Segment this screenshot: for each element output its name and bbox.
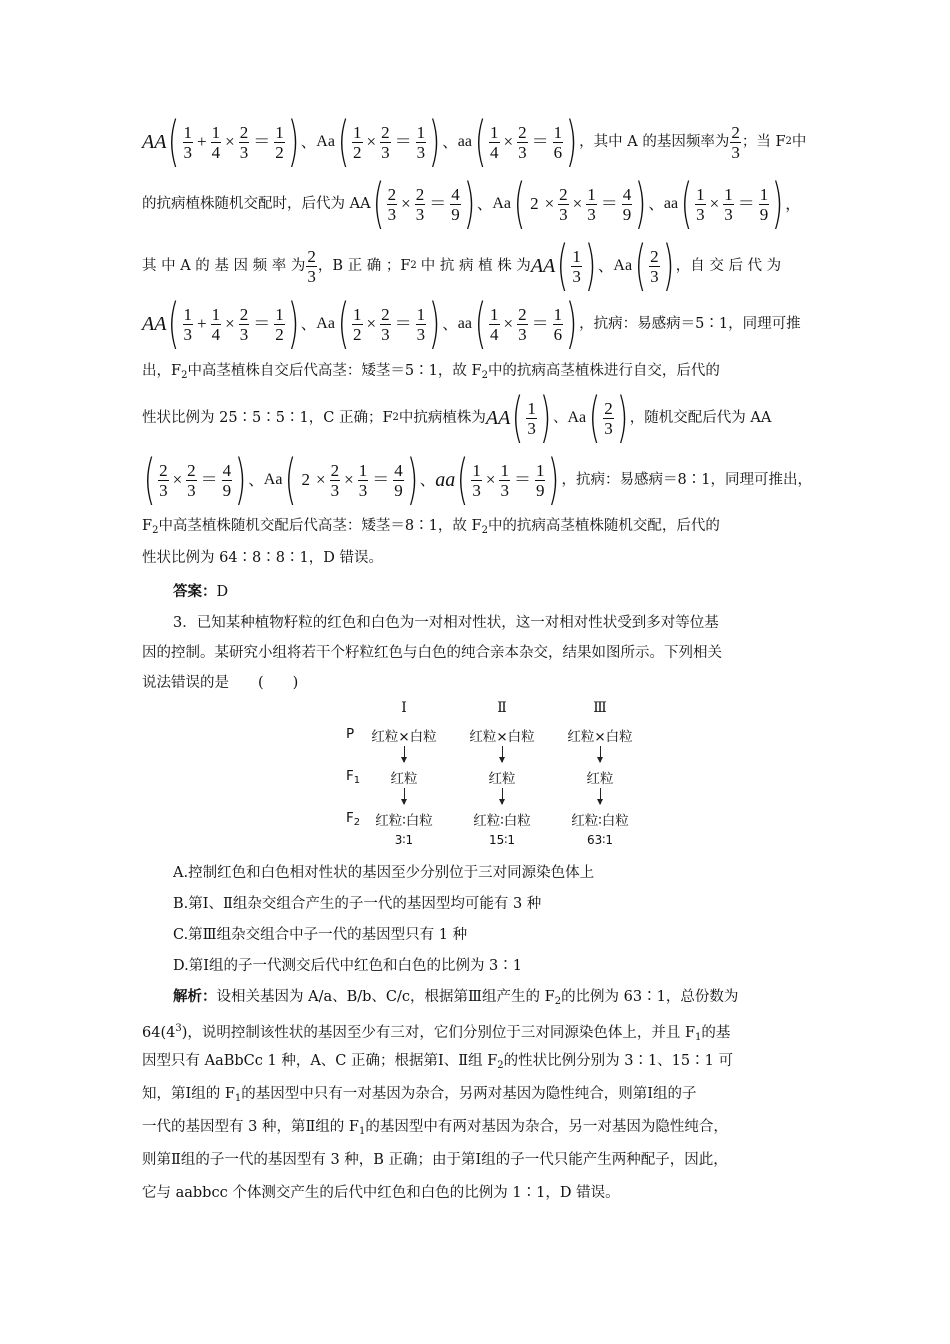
formula-Aa-selfing-2: Aa ( $\frac{1}{2}$ × $\frac{2}{3}$ ＝ $\frac{1}{3}$ ) — [316, 292, 441, 355]
option-c: C.第Ⅲ组杂交组合中子一代的基因型只有 1 种 — [173, 927, 468, 943]
question-3-line-3: 说法错误的是 ( ) — [142, 675, 299, 691]
analysis-line-1: AA ( $\frac{1}{3}$ + $\frac{1}{4}$ × $\frac{2}{3}$ ＝ $\frac{1}{2}$ ) 、 Aa ( $\frac{1}{2}$ × $\frac{2}{3}$ ＝ $\frac{1}{3}$ ) 、 aa ( $\frac{1}{4}$ × $\frac{2}{3}$ ＝ $\frac{1}{6}$ ) ，其中 A 的基因频率为 $\frac{2}{3}$ ；当 F 2 中 — [142, 110, 807, 173]
analysis-q3-line-3: 因型只有 AaBbCc 1 种，A、C 正确；根据第Ⅰ、Ⅱ组 $F_2$的性状比例分别为 3∶1、15∶1 可 — [142, 1053, 733, 1071]
formula-aa-random-2: aa ( $\frac{1}{3}$ × $\frac{1}{3}$ ＝ $\frac{1}{9}$ ) — [435, 448, 560, 511]
analysis-line-6: 性状比例为 25∶5∶5∶1，C 正确；F 2 中抗病植株为 AA ( $\frac{1}{3}$ ) 、 Aa ( $\frac{2}{3}$ ) ，随机交配后代为 AA — [142, 386, 772, 449]
option-a: A.控制红色和白色相对性状的基因至少分别位于三对同源染色体上 — [173, 865, 595, 881]
cross-2: 红粒×白粒 — [469, 729, 535, 745]
formula-f2-resistant-Aa: Aa ( $\frac{2}{3}$ ) — [613, 234, 674, 297]
arrow-p-f1-3 — [600, 746, 601, 762]
ratio-3: 63∶1 — [586, 833, 614, 847]
option-d: D.第Ⅰ组的子一代测交后代中红色和白色的比例为 3∶1 — [173, 958, 523, 974]
group-label-3: Ⅲ — [593, 700, 607, 716]
group-label-2: Ⅱ — [497, 700, 507, 716]
analysis-q3-line-2: $64(4^3)$，说明控制该性状的基因至少有三对，它们分别位于三对同源染色体上，并且 $F_1$的基 — [142, 1023, 731, 1043]
formula-aa-selfing: AA ( $\frac{1}{3}$ + $\frac{1}{4}$ × $\frac{2}{3}$ ＝ $\frac{1}{2}$ ) — [142, 110, 300, 173]
arrow-f1-f2-1 — [404, 788, 405, 804]
formula-AA-random: ( $\frac{2}{3}$ × $\frac{2}{3}$ ＝ $\frac{4}{9}$ ) — [372, 172, 476, 235]
arrow-p-f1-2 — [502, 746, 503, 762]
cross-1: 红粒×白粒 — [371, 729, 437, 745]
analysis-q3-line-5: 一代的基因型有 3 种，第Ⅱ组的 $F_1$的基因型中有两对基因为杂合，另一对基因为隐性纯合， — [142, 1119, 728, 1137]
option-b: B.第Ⅰ、Ⅱ组杂交组合产生的子一代的基因型均可能有 3 种 — [173, 896, 542, 912]
analysis-q3-line-4: 知，第Ⅰ组的 $F_1$的基因型中只有一对基因为杂合，另两对基因为隐性纯合，则第Ⅰ组的子 — [142, 1086, 697, 1104]
analysis-line-8: $F_2$中高茎植株随机交配后代高茎：矮茎＝8∶1，故 $F_2$中的抗病高茎植株随机交配，后代的 — [142, 518, 720, 536]
arrow-f1-f2-3 — [600, 788, 601, 804]
f2-3: 红粒∶白粒 — [571, 813, 629, 829]
formula-aa-low-selfing-2: aa ( $\frac{1}{4}$ × $\frac{2}{3}$ ＝ $\frac{1}{6}$ ) — [457, 292, 578, 355]
analysis-line-5: 出，$F_2$中高茎植株自交后代高茎：矮茎＝5∶1，故 $F_2$中的抗病高茎植株进行自交，后代的 — [142, 363, 720, 381]
formula-aa-selfing-2: AA ( $\frac{1}{3}$ + $\frac{1}{4}$ × $\frac{2}{3}$ ＝ $\frac{1}{2}$ ) — [142, 292, 300, 355]
f1-2: 红粒 — [488, 771, 516, 787]
formula-aa-low-selfing: aa ( $\frac{1}{4}$ × $\frac{2}{3}$ ＝ $\frac{1}{6}$ ) — [457, 110, 578, 173]
ratio-2: 15∶1 — [488, 833, 516, 847]
analysis-q3-line-6: 则第Ⅱ组的子一代的基因型有 3 种，B 正确；由于第Ⅰ组的子一代只能产生两种配子，因此， — [142, 1152, 728, 1168]
cross-3: 红粒×白粒 — [567, 729, 633, 745]
f1-1: 红粒 — [390, 771, 418, 787]
f2-1: 红粒∶白粒 — [375, 813, 433, 829]
analysis-q3-line-7: 它与 aabbcc 个体测交产生的后代中红色和白色的比例为 1∶1，D 错误。 — [142, 1185, 620, 1201]
formula-f2-resistant: AA ( $\frac{1}{3}$ ) — [530, 234, 597, 297]
analysis-label: 解析： — [173, 988, 217, 1005]
row-label-f1: $F_1$ — [346, 768, 361, 786]
arrow-f1-f2-2 — [502, 788, 503, 804]
analysis-line-9: 性状比例为 64∶8∶8∶1，D 错误。 — [142, 550, 383, 566]
formula-aa-random: aa ( $\frac{1}{3}$ × $\frac{1}{3}$ ＝ $\frac{1}{9}$ ) — [663, 172, 784, 235]
row-label-p: P — [346, 726, 355, 742]
analysis-line-3: 其 中 A 的 基 因 频 率 为 $\frac{2}{3}$ ，B 正 确 ；F 2 中 抗 病 植 株 为 AA ( $\frac{1}{3}$ ) 、 Aa ( $\frac{2}{3}$ ) ，自 交 后 代 为 — [142, 234, 782, 297]
formula-f2-resistant-2: AA ( $\frac{1}{3}$ ) — [485, 386, 552, 449]
f2-2: 红粒∶白粒 — [473, 813, 531, 829]
arrow-p-f1-1 — [404, 746, 405, 762]
row-label-f2: $F_2$ — [346, 810, 361, 828]
formula-AA-random-2: ( $\frac{2}{3}$ × $\frac{2}{3}$ ＝ $\frac{4}{9}$ ) — [143, 448, 247, 511]
answer-label: 答案： — [173, 583, 217, 600]
group-label-1: Ⅰ — [401, 700, 407, 716]
analysis-line-7: ( $\frac{2}{3}$ × $\frac{2}{3}$ ＝ $\frac{4}{9}$ ) 、 Aa ( 2 × $\frac{2}{3}$ × $\frac{1}{3}$ ＝ $\frac{4}{9}$ ) 、 aa ( $\frac{1}{3}$ × $\frac{1}{3}$ ＝ $\frac{1}{9}$ ) ，抗病：易感病＝8∶1，同理可推出， — [143, 448, 812, 511]
answer-line — [173, 581, 818, 603]
analysis-line-4: AA ( $\frac{1}{3}$ + $\frac{1}{4}$ × $\frac{2}{3}$ ＝ $\frac{1}{2}$ ) 、 Aa ( $\frac{1}{2}$ × $\frac{2}{3}$ ＝ $\frac{1}{3}$ ) 、 aa ( $\frac{1}{4}$ × $\frac{2}{3}$ ＝ $\frac{1}{6}$ ) ，抗病：易感病＝5∶1，同理可推 — [142, 292, 801, 355]
formula-f2-resistant-Aa-2: Aa ( $\frac{2}{3}$ ) — [567, 386, 629, 449]
formula-Aa-selfing: Aa ( $\frac{1}{2}$ × $\frac{2}{3}$ ＝ $\frac{1}{3}$ ) — [316, 110, 441, 173]
analysis-q3-line-1: 解析：设相关基因为 A/a、B/b、C/c，根据第Ⅲ组产生的 $F_2$的比例为 63∶1，总份数为 — [173, 988, 739, 1007]
ratio-1: 3∶1 — [394, 833, 414, 847]
answer-value: D — [216, 584, 229, 600]
formula-Aa-random: Aa ( 2 × $\frac{2}{3}$ × $\frac{1}{3}$ ＝ $\frac{4}{9}$ ) — [492, 172, 647, 235]
f1-3: 红粒 — [586, 771, 614, 787]
analysis-line-2: 的抗病植株随机交配时，后代为 AA ( $\frac{2}{3}$ × $\frac{2}{3}$ ＝ $\frac{4}{9}$ ) 、 Aa ( 2 × $\frac{2}{3}$ × $\frac{1}{3}$ ＝ $\frac{4}{9}$ ) 、 aa ( $\frac{1}{3}$ × $\frac{1}{3}$ ＝ $\frac{1}{9}$ ) ， — [142, 172, 801, 235]
cross-diagram — [340, 698, 640, 848]
formula-Aa-random-2: Aa ( 2 × $\frac{2}{3}$ × $\frac{1}{3}$ ＝ $\frac{4}{9}$ ) — [263, 448, 419, 511]
question-3-line-2: 因的控制。某研究小组将若干个籽粒红色与白色的纯合亲本杂交，结果如图所示。下列相关 — [142, 645, 722, 661]
question-3-line-1: 3．已知某种植物籽粒的红色和白色为一对相对性状，这一对相对性状受到多对等位基 — [173, 615, 719, 631]
